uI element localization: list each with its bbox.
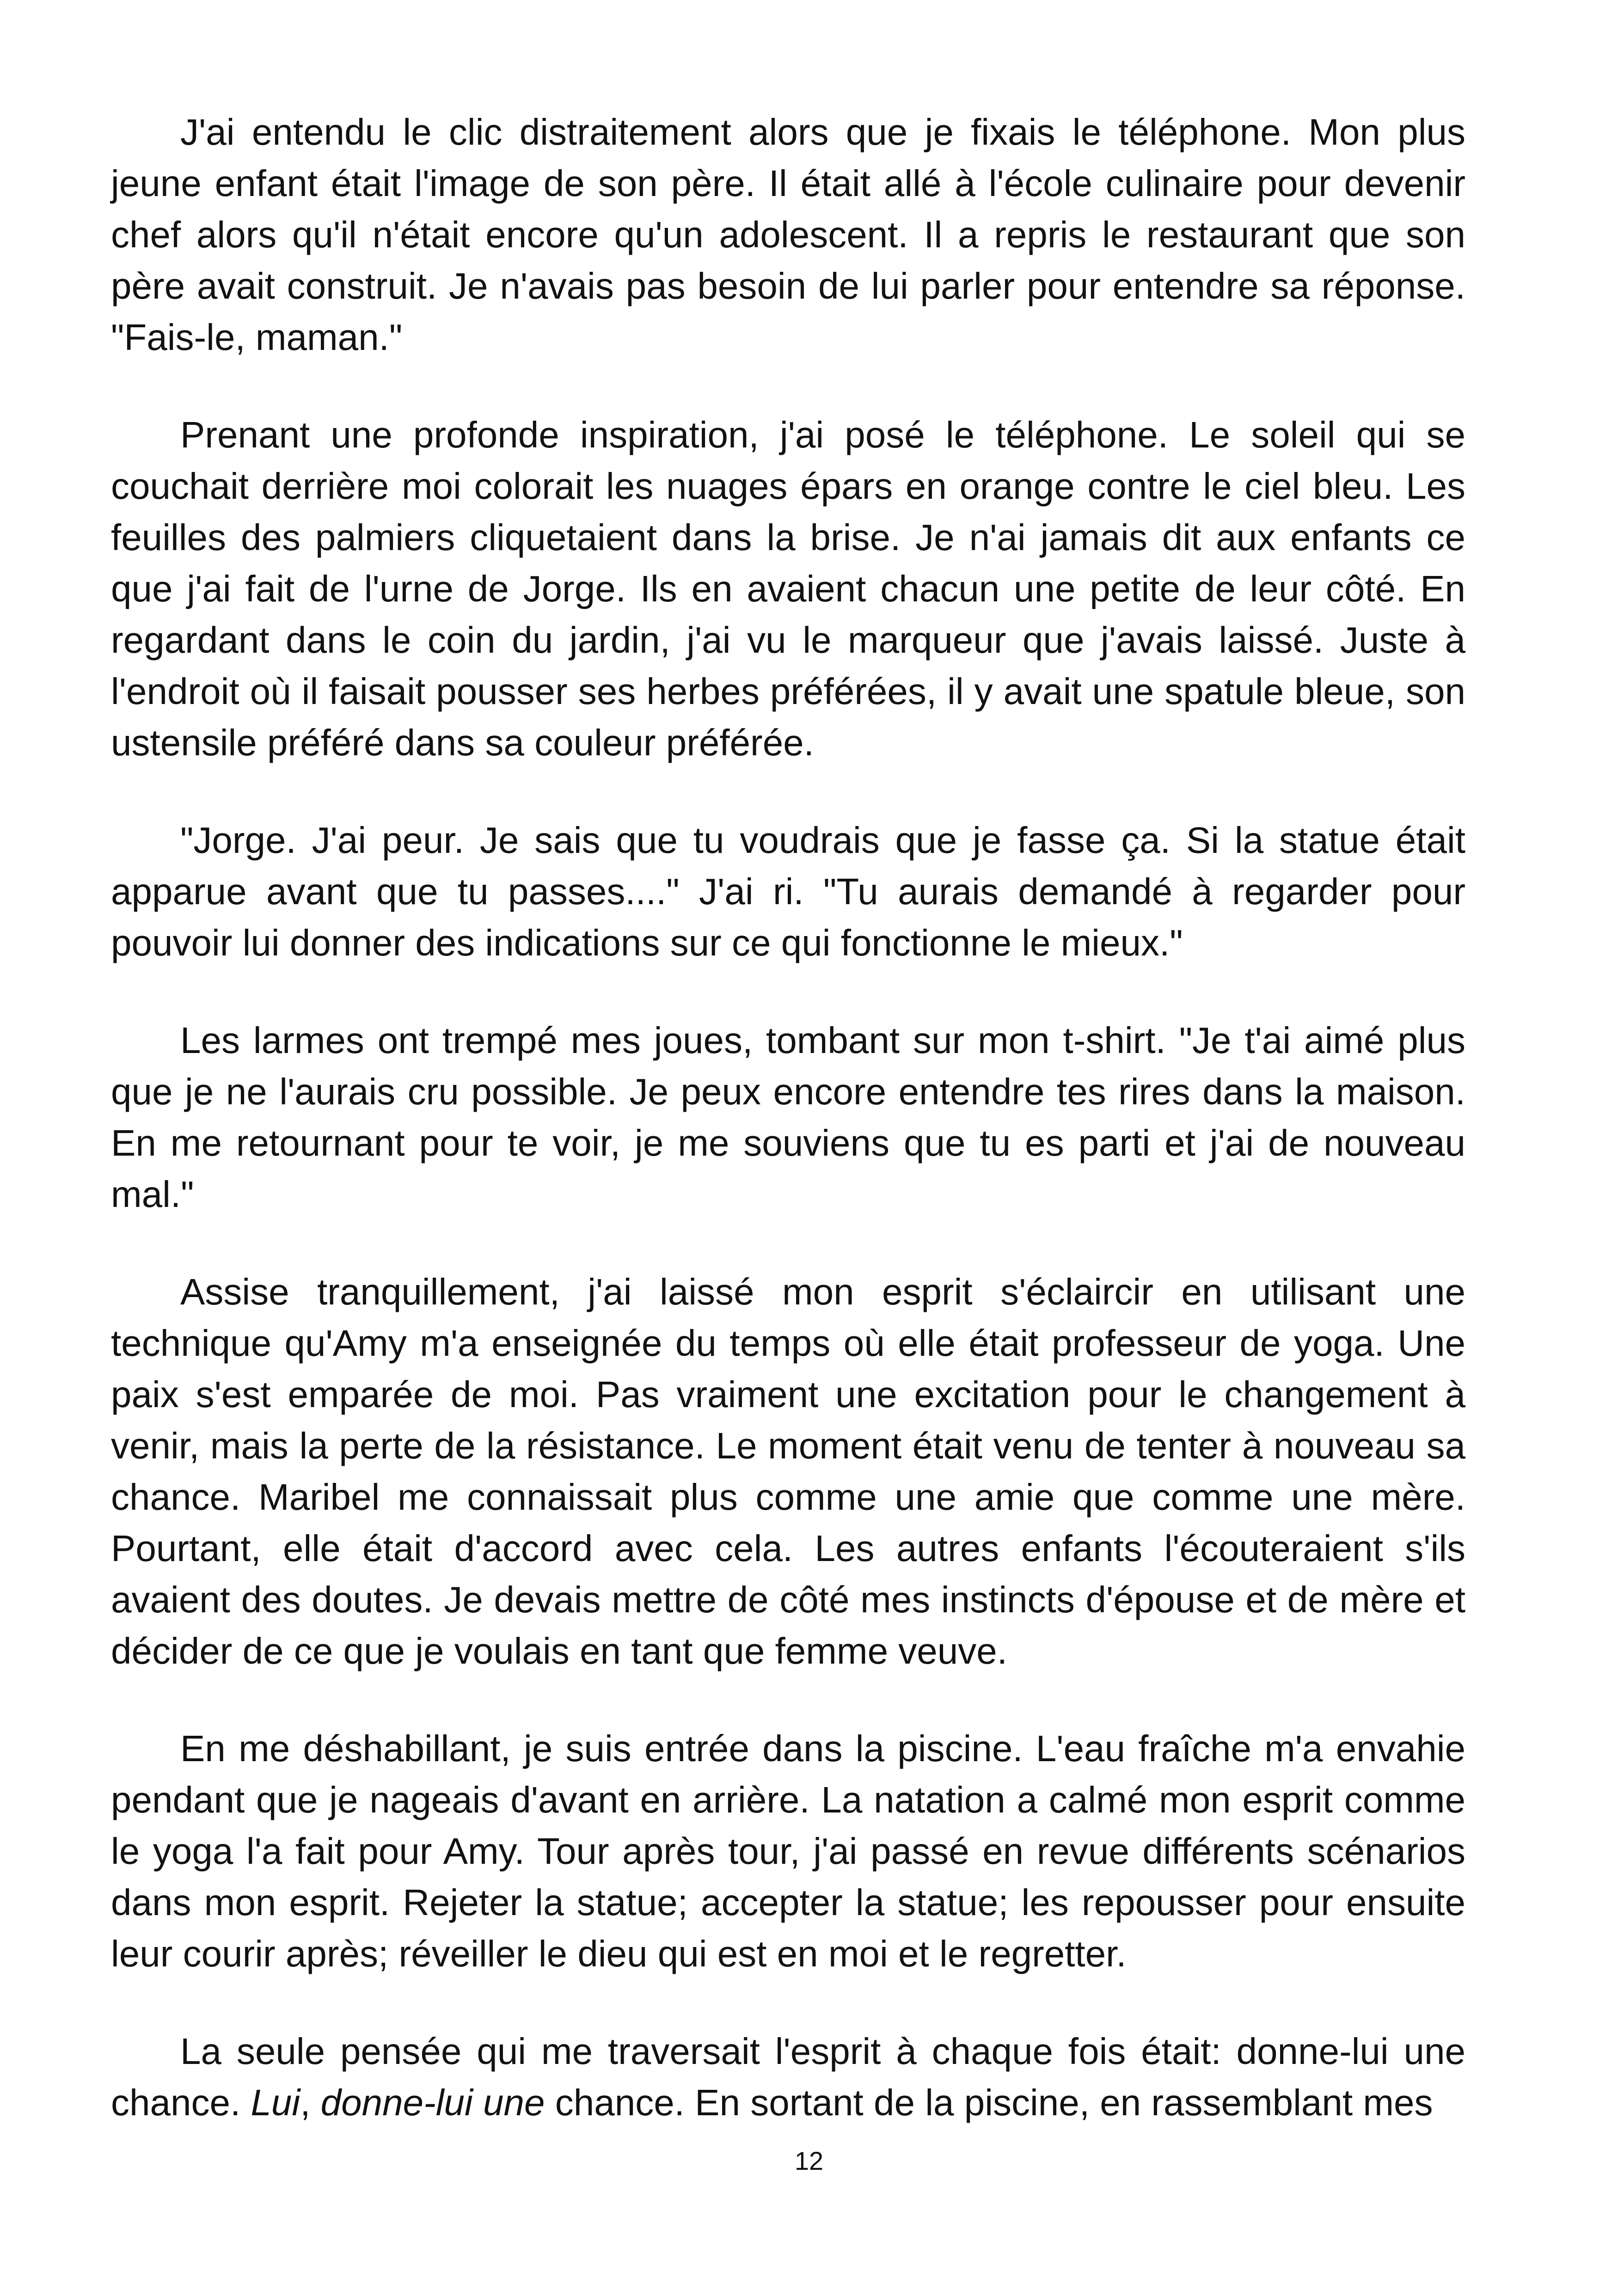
page-number: 12 (794, 2146, 824, 2175)
paragraph: Assise tranquillement, j'ai laissé mon esprit s'éclaircir en utilisant une technique qu'Amy m'a enseignée du temps où elle était professeur de yoga. Une paix s'est emparée de moi. Pas vraiment une excitation pour le changement à venir, mais la perte de la résistance. Le moment était venu de tenter à nouveau sa chance. Maribel me connaissait plus comme une amie que comme une mère. Pourtant, elle était d'accord avec cela. Les autres enfants l'écouteraient s'ils avaient des doutes. Je devais mettre de côté mes instincts d'épouse et de mère et décider de ce que je voulais en tant que femme veuve. (111, 1271, 1465, 1671)
document-page (111, 106, 1465, 2128)
paragraph: "Jorge. J'ai peur. Je sais que tu voudrais que je fasse ça. Si la statue était apparue avant que tu passes...." J'ai ri. "Tu aurais demandé à regarder pour pouvoir lui donner des indications sur ce qui fonctionne le mieux." (111, 820, 1465, 963)
paragraph: Les larmes ont trempé mes joues, tombant sur mon t-shirt. "Je t'ai aimé plus que je ne l'aurais cru possible. Je peux encore entendre tes rires dans la maison. En me retournant pour te voir, je me souviens que tu es parti et j'ai de nouveau mal." (111, 1020, 1465, 1215)
text-run: La seule pensée qui me traversait l'esprit à chaque fois était: donne-lui une chance. (111, 2031, 1465, 2123)
paragraph: J'ai entendu le clic distraitement alors que je fixais le téléphone. Mon plus jeune enfant était l'image de son père. Il était allé à l'école culinaire pour devenir chef alors qu'il n'était encore qu'un adolescent. Il a repris le restaurant que son père avait construit. Je n'avais pas besoin de lui parler pour entendre sa réponse. "Fais-le, maman." (111, 111, 1465, 358)
paragraph-final (111, 2026, 1465, 2128)
paragraph: Prenant une profonde inspiration, j'ai posé le téléphone. Le soleil qui se couchait derrière moi colorait les nuages épars en orange contre le ciel bleu. Les feuilles des palmiers cliquetaient dans la brise. Je n'ai jamais dit aux enfants ce que j'ai fait de l'urne de Jorge. Ils en avaient chacun une petite de leur côté. En regardant dans le coin du jardin, j'ai vu le marqueur que j'avais laissé. Juste à l'endroit où il faisait pousser ses herbes préférées, il y avait une spatule bleue, son ustensile préféré dans sa couleur préférée. (111, 414, 1465, 763)
italic-text-run: donne-lui une (320, 2082, 545, 2123)
italic-text-run: Lui (251, 2082, 300, 2123)
text-run: chance. En sortant de la piscine, en rassemblant mes (545, 2082, 1433, 2123)
text-run: , (300, 2082, 321, 2123)
paragraph: En me déshabillant, je suis entrée dans la piscine. L'eau fraîche m'a envahie pendant que je nageais d'avant en arrière. La natation a calmé mon esprit comme le yoga l'a fait pour Amy. Tour après tour, j'ai passé en revue différents scénarios dans mon esprit. Rejeter la statue; accepter la statue; les repousser pour ensuite leur courir après; réveiller le dieu qui est en moi et le regretter. (111, 1728, 1465, 1974)
